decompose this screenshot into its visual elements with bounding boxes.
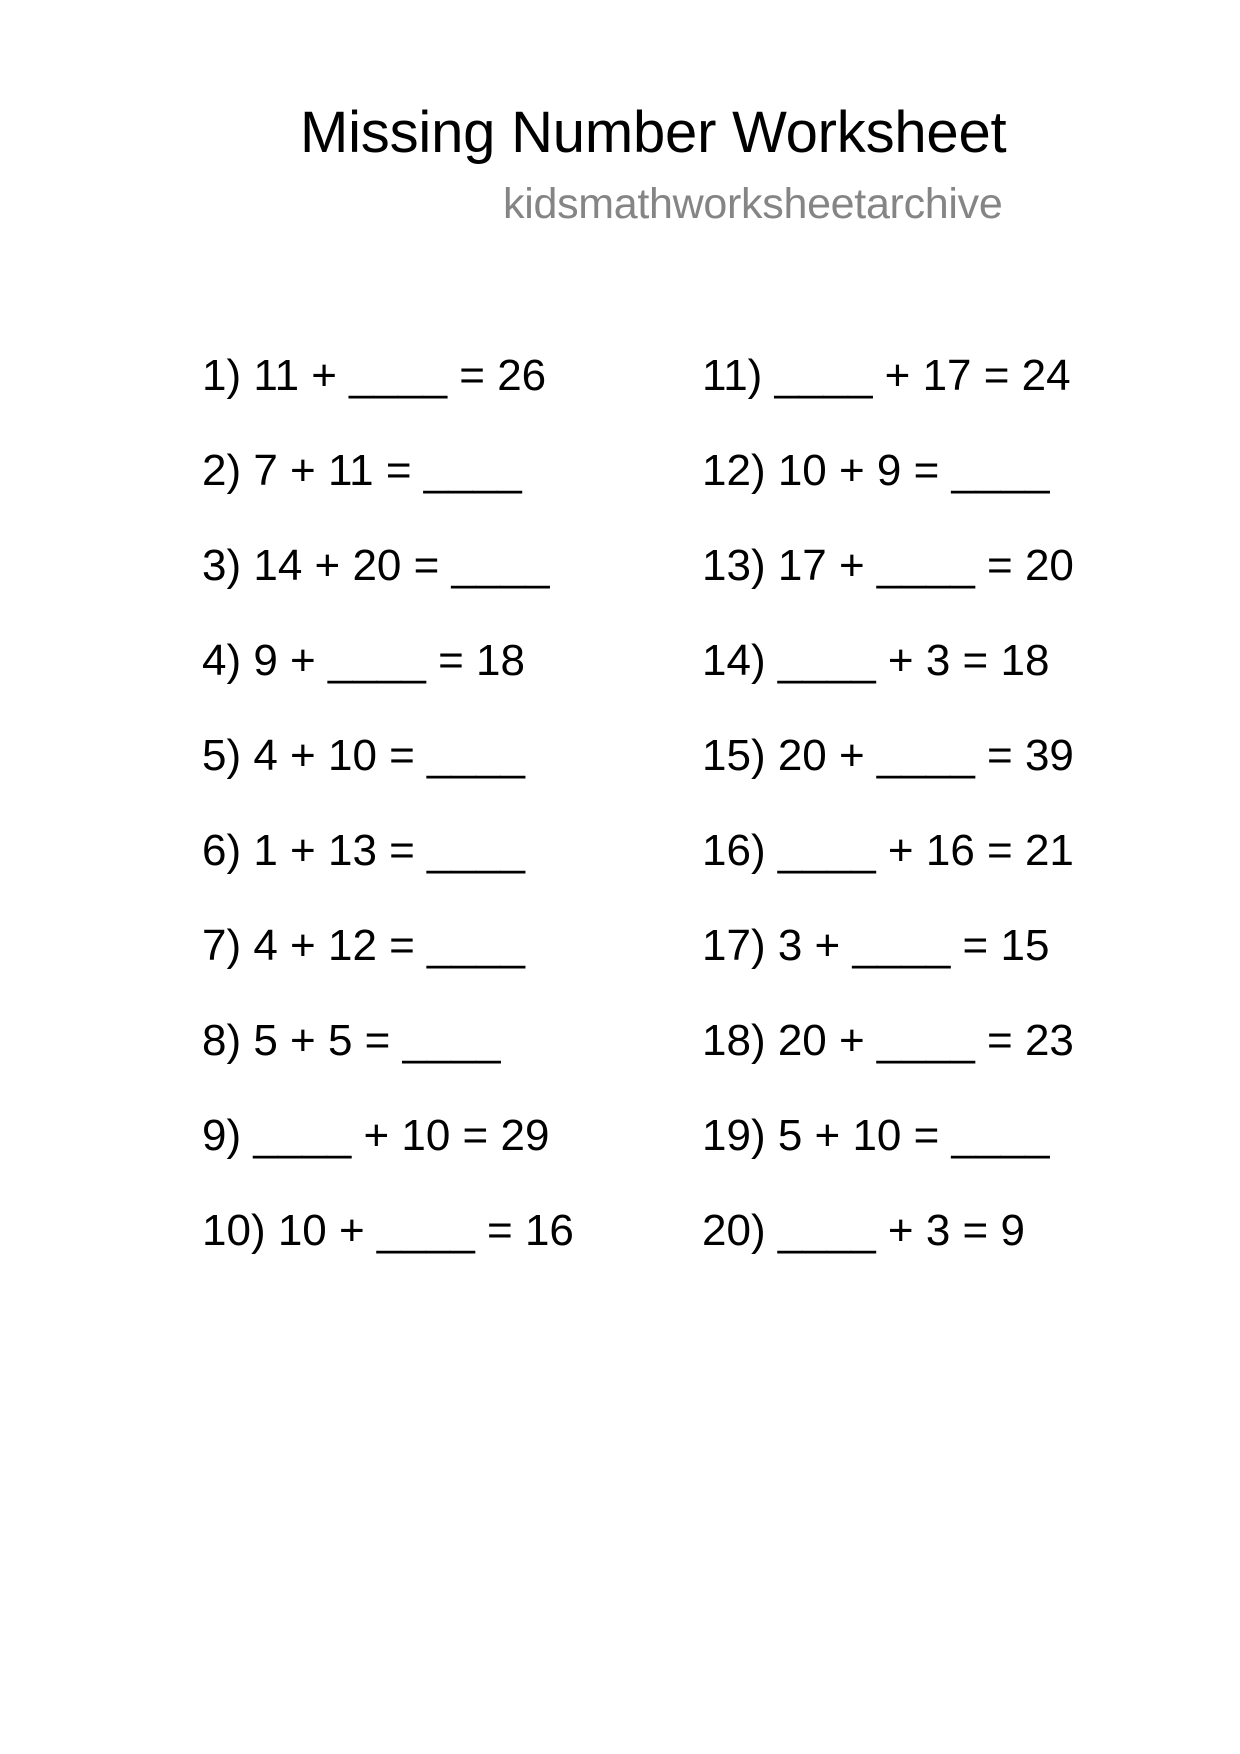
problem-number: 4) [202, 636, 242, 685]
problem-number: 10) [202, 1206, 266, 1255]
problem-number: 7) [202, 921, 242, 970]
problem-number: 9) [202, 1111, 242, 1160]
problem-item [202, 921, 525, 971]
problem-item [202, 731, 525, 781]
problem-expression: 3 + ____ = 15 [777, 921, 1050, 970]
problem-expression: 20 + ____ = 39 [777, 731, 1074, 780]
problem-item [202, 446, 522, 496]
problem-item [202, 351, 546, 401]
problem-expression: 4 + 10 = ____ [253, 731, 525, 780]
problem-number: 14) [702, 636, 766, 685]
problem-expression: 10 + ____ = 16 [277, 1206, 574, 1255]
site-watermark: kidsmathworksheetarchive [503, 180, 1003, 228]
problem-number: 17) [702, 921, 766, 970]
problem-number: 16) [702, 826, 766, 875]
problem-expression: 5 + 10 = ____ [777, 1111, 1050, 1160]
problem-expression: 14 + 20 = ____ [253, 541, 550, 590]
page-title: Missing Number Worksheet [300, 100, 1007, 165]
problem-item [702, 921, 1049, 971]
problem-number: 15) [702, 731, 766, 780]
problem-number: 8) [202, 1016, 242, 1065]
problem-number: 12) [702, 446, 766, 495]
problem-number: 11) [702, 351, 763, 400]
problem-item [702, 351, 1071, 401]
problem-item [202, 1206, 574, 1256]
problem-item [202, 541, 549, 591]
problem-number: 6) [202, 826, 242, 875]
problem-expression: 7 + 11 = ____ [253, 446, 522, 495]
problem-expression: 17 + ____ = 20 [777, 541, 1074, 590]
problem-item [202, 826, 525, 876]
problem-number: 20) [702, 1206, 766, 1255]
problem-expression: 4 + 12 = ____ [253, 921, 525, 970]
problem-item [702, 1111, 1049, 1161]
problem-item [702, 541, 1074, 591]
problem-item [702, 731, 1074, 781]
problem-expression: ____ + 17 = 24 [774, 351, 1071, 400]
problem-expression: 11 + ____ = 26 [253, 351, 547, 400]
problem-item [202, 1016, 500, 1066]
problem-number: 13) [702, 541, 766, 590]
problem-expression: 10 + 9 = ____ [777, 446, 1050, 495]
problem-item [702, 1016, 1074, 1066]
problem-expression: ____ + 3 = 9 [777, 1206, 1025, 1255]
problem-expression: 1 + 13 = ____ [253, 826, 525, 875]
problem-expression: 20 + ____ = 23 [777, 1016, 1074, 1065]
problem-expression: ____ + 10 = 29 [253, 1111, 550, 1160]
problem-number: 5) [202, 731, 242, 780]
problem-expression: ____ + 3 = 18 [777, 636, 1050, 685]
problem-item [702, 446, 1049, 496]
problem-item [702, 1206, 1025, 1256]
problem-item [202, 1111, 549, 1161]
problem-expression: 5 + 5 = ____ [253, 1016, 501, 1065]
problem-expression: 9 + ____ = 18 [253, 636, 525, 685]
problem-item [202, 636, 525, 686]
problem-expression: ____ + 16 = 21 [777, 826, 1074, 875]
problem-number: 1) [202, 351, 242, 400]
problem-number: 19) [702, 1111, 766, 1160]
problem-number: 2) [202, 446, 242, 495]
problem-item [702, 826, 1074, 876]
problem-number: 18) [702, 1016, 766, 1065]
problem-number: 3) [202, 541, 242, 590]
problem-item [702, 636, 1049, 686]
